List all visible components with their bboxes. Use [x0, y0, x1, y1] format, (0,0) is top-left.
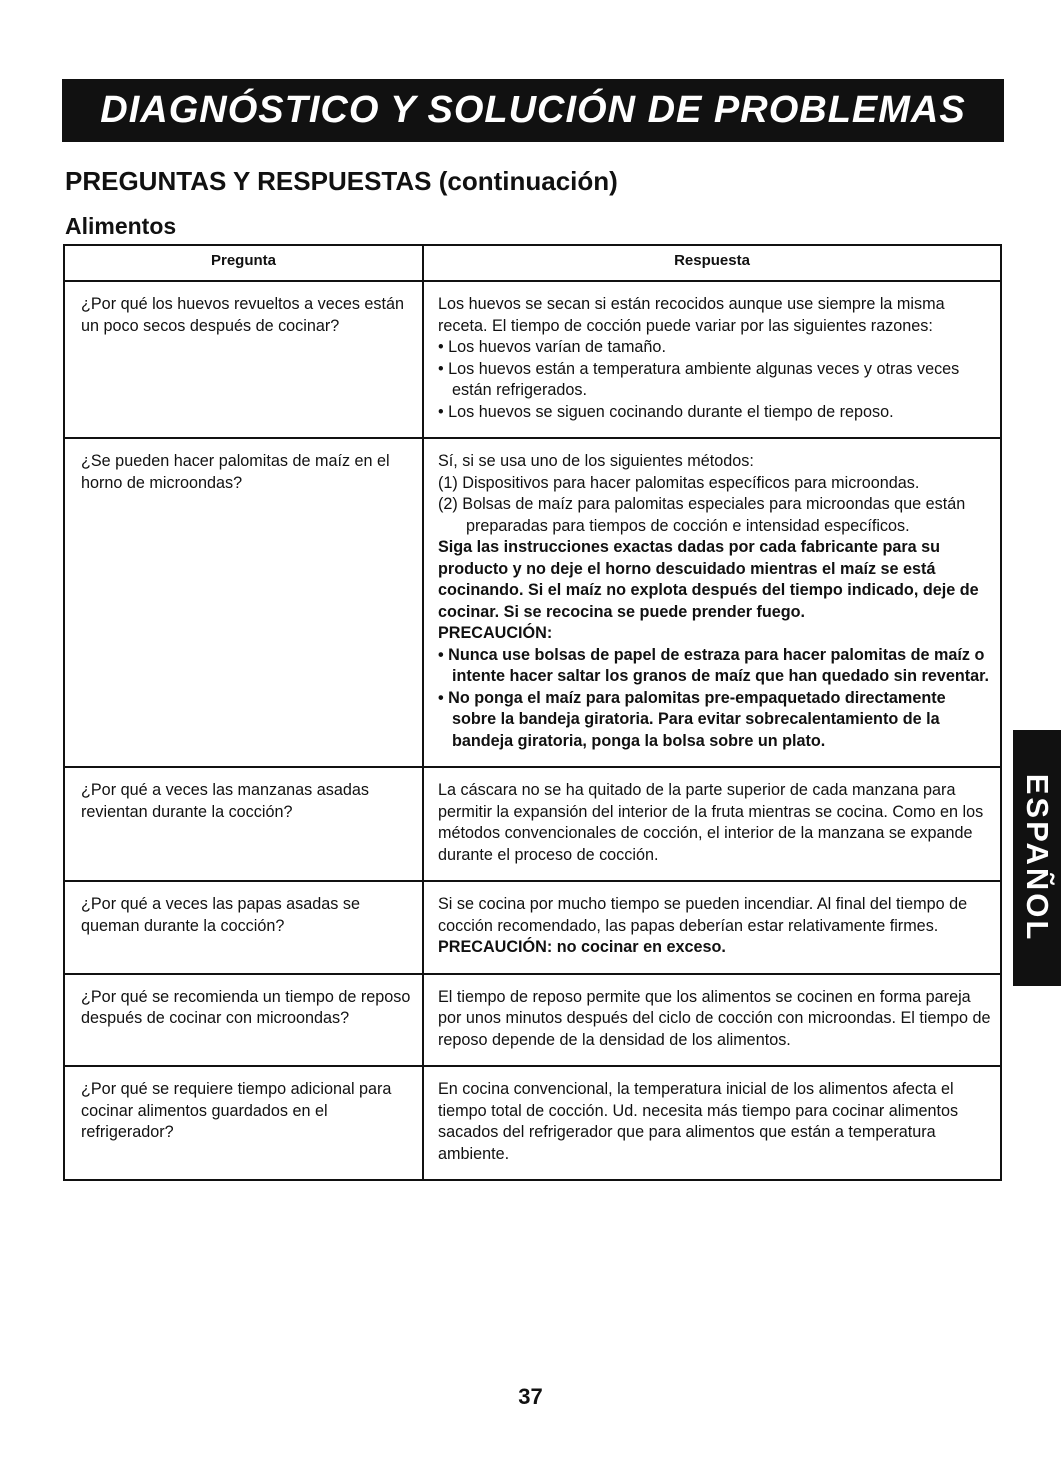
column-header-answer: Respuesta: [423, 245, 1001, 281]
answer-numbered-item: (1) Dispositivos para hacer palomitas específicos para microondas.: [438, 473, 920, 492]
question-cell: ¿Se pueden hacer palomitas de maíz en el horno de microondas?: [64, 438, 423, 767]
question-cell: ¿Por qué a veces las manzanas asadas revientan durante la cocción?: [64, 767, 423, 881]
table-row: [64, 1066, 1001, 1180]
answer-text: Si se cocina por mucho tiempo se pueden incendiar. Al final del tiempo de cocción recomendado, las papas deberían estar relativamente firmes.: [438, 895, 968, 935]
answer-text: Los huevos se secan si están recocidos aunque use siempre la misma receta. El tiempo de cocción puede variar por las siguientes razones:: [438, 295, 945, 335]
answer-cell: [423, 438, 1001, 767]
table-row: [64, 767, 1001, 881]
answer-bullet: • Los huevos varían de tamaño.: [438, 338, 666, 356]
side-tab-label: ESPAÑOL: [1020, 773, 1055, 943]
qa-table: [63, 244, 1002, 1181]
question-cell: ¿Por qué se recomienda un tiempo de reposo después de cocinar con microondas?: [64, 974, 423, 1067]
answer-cell: [423, 974, 1001, 1067]
answer-cell: [423, 281, 1001, 438]
table-row: [64, 281, 1001, 438]
section-title: PREGUNTAS Y RESPUESTAS (continuación): [65, 166, 618, 196]
table-row: [64, 881, 1001, 974]
subsection-title: Alimentos: [65, 213, 177, 239]
answer-cell: [423, 1066, 1001, 1180]
answer-bullet: • Los huevos se siguen cocinando durante el tiempo de reposo.: [438, 402, 894, 421]
column-header-question: Pregunta: [64, 245, 423, 281]
question-cell: ¿Por qué se requiere tiempo adicional para cocinar alimentos guardados en el refrigerador?: [64, 1066, 423, 1180]
caution-note: PRECAUCIÓN: no cocinar en exceso.: [438, 938, 726, 956]
table-header-row: [64, 245, 1001, 281]
answer-text: El tiempo de reposo permite que los alimentos se cocinen en forma pareja por unos minutos después del ciclo de cocción con microondas. El tiempo de reposo depende de la densidad de los alimentos.: [438, 987, 991, 1049]
answer-text: En cocina convencional, la temperatura inicial de los alimentos afecta el tiempo total de cocción. Ud. necesita más tiempo para cocinar alimentos sacados del refrigerador que para alimentos que están a temperatura ambiente.: [438, 1080, 959, 1163]
page-number: 37: [518, 1384, 543, 1409]
answer-numbered-item: (2) Bolsas de maíz para palomitas especiales para microondas que están preparadas para tiempos de cocción e intensidad específicos.: [438, 495, 966, 535]
table-row: [64, 438, 1001, 767]
answer-text: La cáscara no se ha quitado de la parte superior de cada manzana para permitir la expansión del interior de la fruta mientras se cocina. Como en los métodos convencionales de cocción, el interior de la manzana se expande durante el proceso de cocción.: [438, 781, 984, 864]
question-cell: ¿Por qué los huevos revueltos a veces están un poco secos después de cocinar?: [64, 281, 423, 438]
page-banner: [62, 79, 1004, 142]
manufacturer-warning: Siga las instrucciones exactas dadas por cada fabricante para su producto y no deje el horno descuidado mientras el maíz se está cocinando. Si el maíz no explota después del tiempo indicado, deje de cocinar. Si se recocina se puede prender fuego.: [438, 538, 979, 621]
caution-bullet: • Nunca use bolsas de papel de estraza para hacer palomitas de maíz o intente hacer saltar los granos de maíz que han quedado sin reventar.: [438, 645, 990, 685]
language-side-tab: [1013, 730, 1061, 986]
banner-title: DIAGNÓSTICO Y SOLUCIÓN DE PROBLEMAS: [100, 89, 966, 131]
question-cell: ¿Por qué a veces las papas asadas se queman durante la cocción?: [64, 881, 423, 974]
table-row: [64, 974, 1001, 1067]
answer-bullet: • Los huevos están a temperatura ambiente algunas veces y otras veces están refrigerados.: [438, 359, 960, 399]
caution-bullet: • No ponga el maíz para palomitas pre-empaquetado directamente sobre la bandeja giratoria. Para evitar sobrecalentamiento de la bandeja giratoria, ponga la bolsa sobre un plato.: [438, 688, 946, 750]
caution-heading: PRECAUCIÓN:: [438, 624, 553, 642]
answer-cell: [423, 881, 1001, 974]
answer-cell: [423, 767, 1001, 881]
answer-text: Sí, si se usa uno de los siguientes métodos:: [438, 452, 754, 470]
